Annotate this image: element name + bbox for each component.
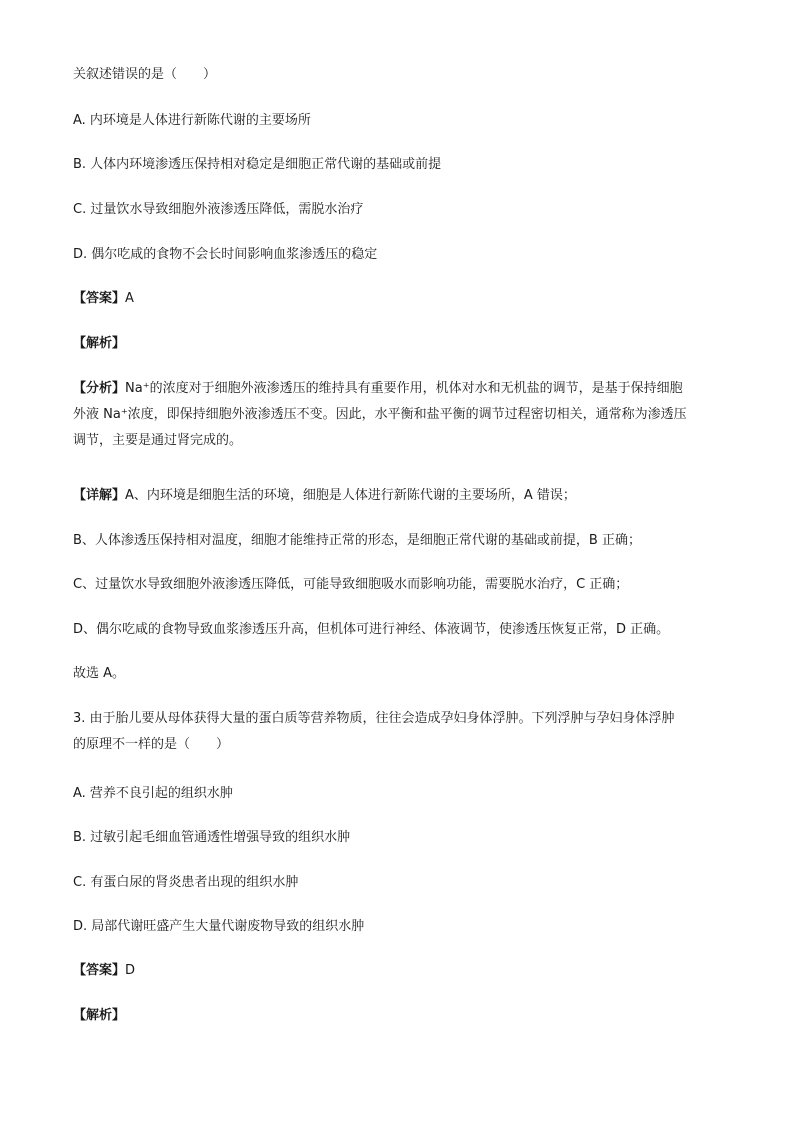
fenxi-line-3: 调节，主要是通过肾完成的。 bbox=[73, 433, 243, 448]
q3-stem bbox=[73, 706, 713, 758]
q3-stem-line-2: 的原理不一样的是（ ） bbox=[73, 737, 230, 752]
fenxi-label: 【分析】 bbox=[73, 381, 126, 396]
q2-option-d: D. 偶尔吃咸的食物不会长时间影响血浆渗透压的稳定 bbox=[73, 247, 378, 262]
xiangjie-text-a: A、内环境是细胞生活的环境，细胞是人体进行新陈代谢的主要场所，A 错误； bbox=[125, 488, 576, 503]
q3-answer bbox=[73, 963, 135, 979]
q2-xiangjie-c: C、过量饮水导致细胞外液渗透压降低，可能导致细胞吸水而影响功能，需要脱水治疗，C 正确； bbox=[73, 577, 629, 592]
q2-xiangjie-b: B、人体渗透压保持相对温度，细胞才能维持正常的形态，是细胞正常代谢的基础或前提，B 正确； bbox=[73, 533, 641, 548]
fenxi-line-2: 外液 Na⁺浓度，即保持细胞外液渗透压不变。因此，水平衡和盐平衡的调节过程密切相关，通常称为渗透压 bbox=[73, 407, 687, 422]
q2-xiangjie-d: D、偶尔吃咸的食物导致血浆渗透压升高，但机体可进行神经、体液调节，使渗透压恢复正常，D 正确。 bbox=[73, 622, 670, 637]
q2-fenxi bbox=[73, 376, 713, 454]
q3-option-d: D. 局部代谢旺盛产生大量代谢废物导致的组织水肿 bbox=[73, 919, 365, 934]
q3-analysis-label: 【解析】 bbox=[73, 1008, 126, 1023]
fenxi-line-1 bbox=[73, 376, 713, 402]
xiangjie-label: 【详解】 bbox=[73, 488, 126, 503]
q2-answer bbox=[73, 291, 134, 307]
q3-option-b: B. 过敏引起毛细血管通透性增强导致的组织水肿 bbox=[73, 830, 351, 845]
q2-option-b: B. 人体内环境渗透压保持相对稳定是细胞正常代谢的基础或前提 bbox=[73, 157, 442, 172]
answer-label: 【答案】 bbox=[73, 963, 126, 978]
q3-stem-line-1: 3. 由于胎儿要从母体获得大量的蛋白质等营养物质，往往会造成孕妇身体浮肿。下列浮肿与孕妇身体浮肿 bbox=[73, 711, 675, 726]
fenxi-text-1: Na⁺的浓度对于细胞外液渗透压的维持具有重要作用，机体对水和无机盐的调节，是基于保持细胞 bbox=[125, 381, 683, 396]
q2-stem-tail: 关叙述错误的是（ ） bbox=[73, 67, 217, 82]
q3-option-c: C. 有蛋白尿的肾炎患者出现的组织水肿 bbox=[73, 875, 299, 890]
q2-option-c: C. 过量饮水导致细胞外液渗透压降低，需脱水治疗 bbox=[73, 202, 364, 217]
q2-analysis-label: 【解析】 bbox=[73, 336, 126, 351]
q2-option-a: A. 内环境是人体进行新陈代谢的主要场所 bbox=[73, 113, 311, 128]
q3-option-a: A. 营养不良引起的组织水肿 bbox=[73, 786, 233, 801]
q2-conclusion: 故选 A。 bbox=[73, 666, 126, 681]
q2-xiangjie-first bbox=[73, 488, 576, 504]
answer-value: D bbox=[125, 963, 136, 978]
answer-value: A bbox=[125, 291, 134, 306]
answer-label: 【答案】 bbox=[73, 291, 126, 306]
